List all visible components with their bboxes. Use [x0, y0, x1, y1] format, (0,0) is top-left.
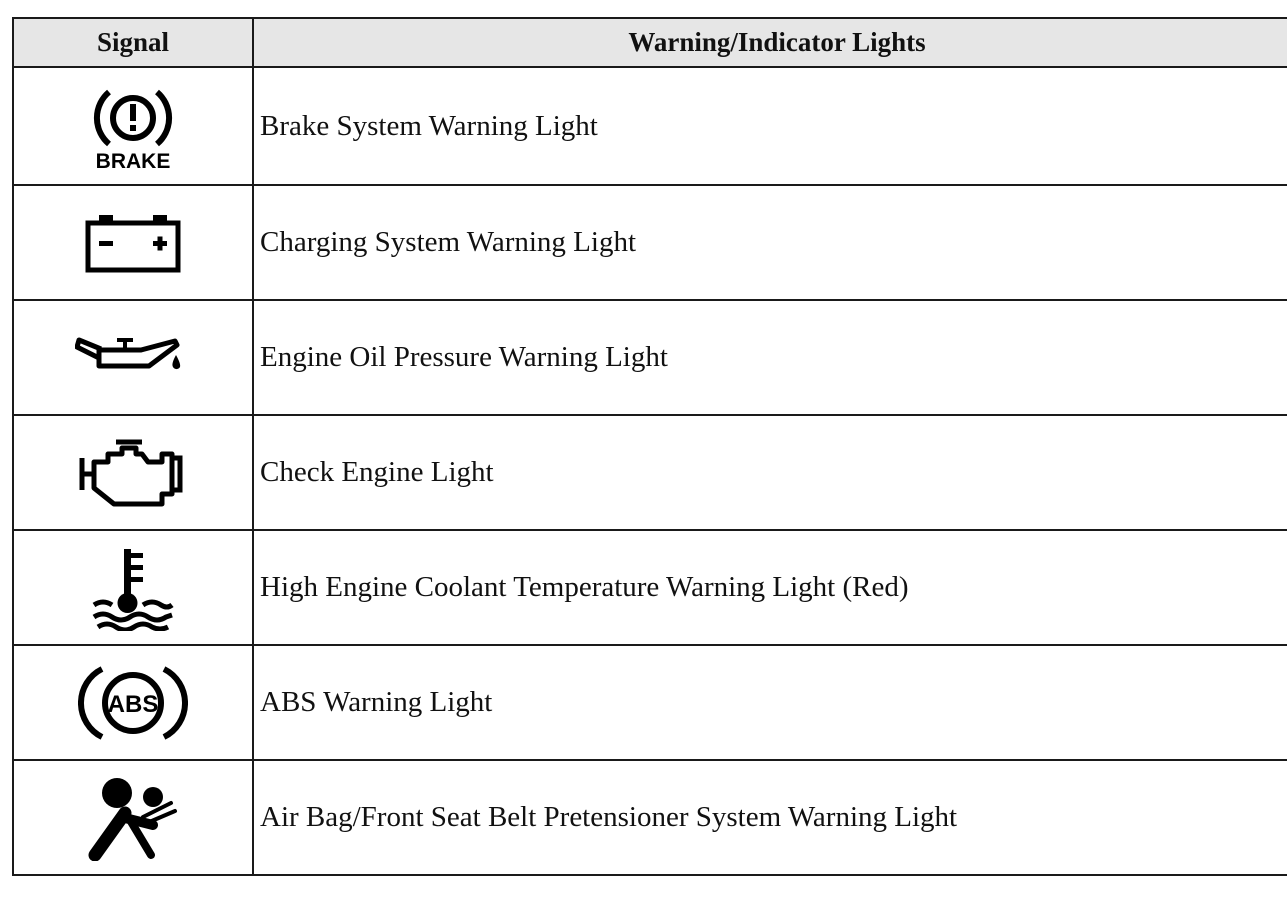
table-row: [13, 645, 1287, 760]
light-label: Engine Oil Pressure Warning Light: [253, 300, 1287, 415]
signal-cell: [13, 415, 253, 530]
signal-cell: [13, 530, 253, 645]
light-label: Charging System Warning Light: [253, 185, 1287, 300]
header-row: [13, 18, 1287, 67]
light-label: Check Engine Light: [253, 415, 1287, 530]
table-row: [13, 415, 1287, 530]
table-row: [13, 530, 1287, 645]
oil-can-icon: [75, 333, 191, 383]
table-row: [13, 67, 1287, 185]
warning-lights-table: [12, 17, 1287, 876]
light-label: Brake System Warning Light: [253, 67, 1287, 185]
table-row: [13, 760, 1287, 875]
light-label: ABS Warning Light: [253, 645, 1287, 760]
brake-icon-text: BRAKE: [95, 150, 171, 173]
table-row: [13, 185, 1287, 300]
header-warning-lights: Warning/Indicator Lights: [253, 18, 1287, 67]
battery-icon: [83, 211, 183, 275]
abs-icon: [78, 661, 188, 745]
signal-cell: [13, 300, 253, 415]
airbag-icon: [85, 775, 181, 861]
abs-icon-text: ABS: [107, 690, 159, 718]
header-signal: Signal: [13, 18, 253, 67]
coolant-temperature-icon: [88, 545, 178, 631]
brake-warning-icon: [85, 78, 181, 174]
engine-icon: [78, 438, 188, 508]
signal-cell: [13, 67, 253, 185]
signal-cell: [13, 645, 253, 760]
signal-cell: [13, 760, 253, 875]
light-label: Air Bag/Front Seat Belt Pretensioner System Warning Light: [253, 760, 1287, 875]
table-row: [13, 300, 1287, 415]
light-label: High Engine Coolant Temperature Warning Light (Red): [253, 530, 1287, 645]
signal-cell: [13, 185, 253, 300]
